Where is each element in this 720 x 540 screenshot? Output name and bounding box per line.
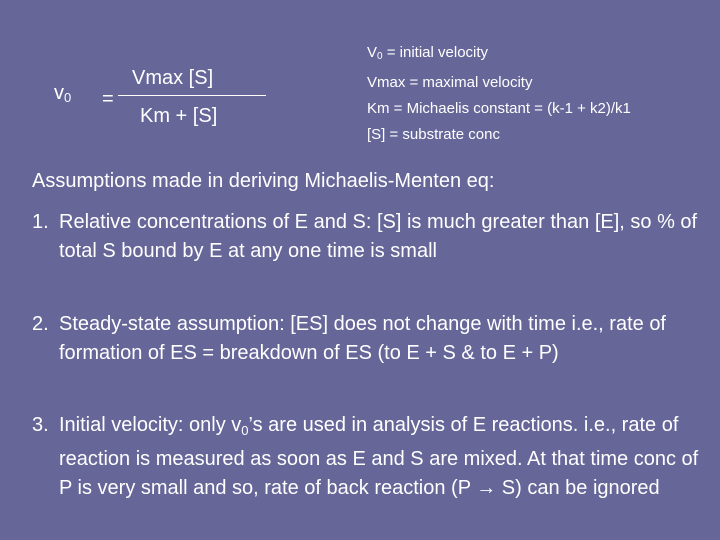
item-text-start: Initial velocity: only v: [59, 414, 242, 436]
equation-denominator: Km + [S]: [140, 105, 218, 127]
equation-equals: =: [102, 88, 114, 110]
definition-vmax: Vmax = maximal velocity: [367, 74, 533, 91]
equation-v-subscript: 0: [64, 90, 72, 105]
equation-lhs: [54, 82, 71, 105]
definition-v0-text: = initial velocity: [382, 44, 489, 61]
item-text: Relative concentrations of E and S: [S] is much greater than [E], so % of total S bound by E at any one time is small: [59, 211, 698, 262]
arrow-right-icon: →: [476, 477, 497, 499]
item-text-end: S) can be ignored: [496, 477, 660, 499]
definition-km: Km = Michaelis constant = (k-1 + k2)/k1: [367, 100, 631, 117]
definition-v0: [367, 40, 631, 70]
item-text-middle: ’s are used in analysis of E reactions. i.e., rate of reaction is measured as soon as E and S are mixed. At that time conc of P is very small and so, rate of back reaction (P: [59, 414, 699, 499]
equation-v-symbol: v: [54, 82, 64, 104]
assumption-item-3: [32, 411, 712, 503]
assumption-item-2: [32, 310, 712, 368]
item-text: Steady-state assumption: [ES] does not change with time i.e., rate of formation of ES = breakdown of ES (to E + S & to E + P): [59, 313, 666, 364]
definition-v0-subscript: 0: [377, 51, 383, 62]
definitions-list: [367, 40, 631, 148]
fraction-bar: [118, 95, 266, 96]
item-number: 3.: [32, 414, 49, 436]
equation-numerator: Vmax [S]: [132, 67, 214, 89]
item-number: 2.: [32, 313, 49, 335]
assumptions-heading: Assumptions made in deriving Michaelis-Menten eq:: [32, 170, 495, 192]
item-number: 1.: [32, 211, 49, 233]
v-subscript: 0: [241, 423, 249, 438]
definition-v0-symbol: V: [367, 44, 378, 61]
definition-substrate: [S] = substrate conc: [367, 126, 500, 143]
item-text: [32, 411, 712, 503]
assumption-item-1: [32, 208, 712, 266]
